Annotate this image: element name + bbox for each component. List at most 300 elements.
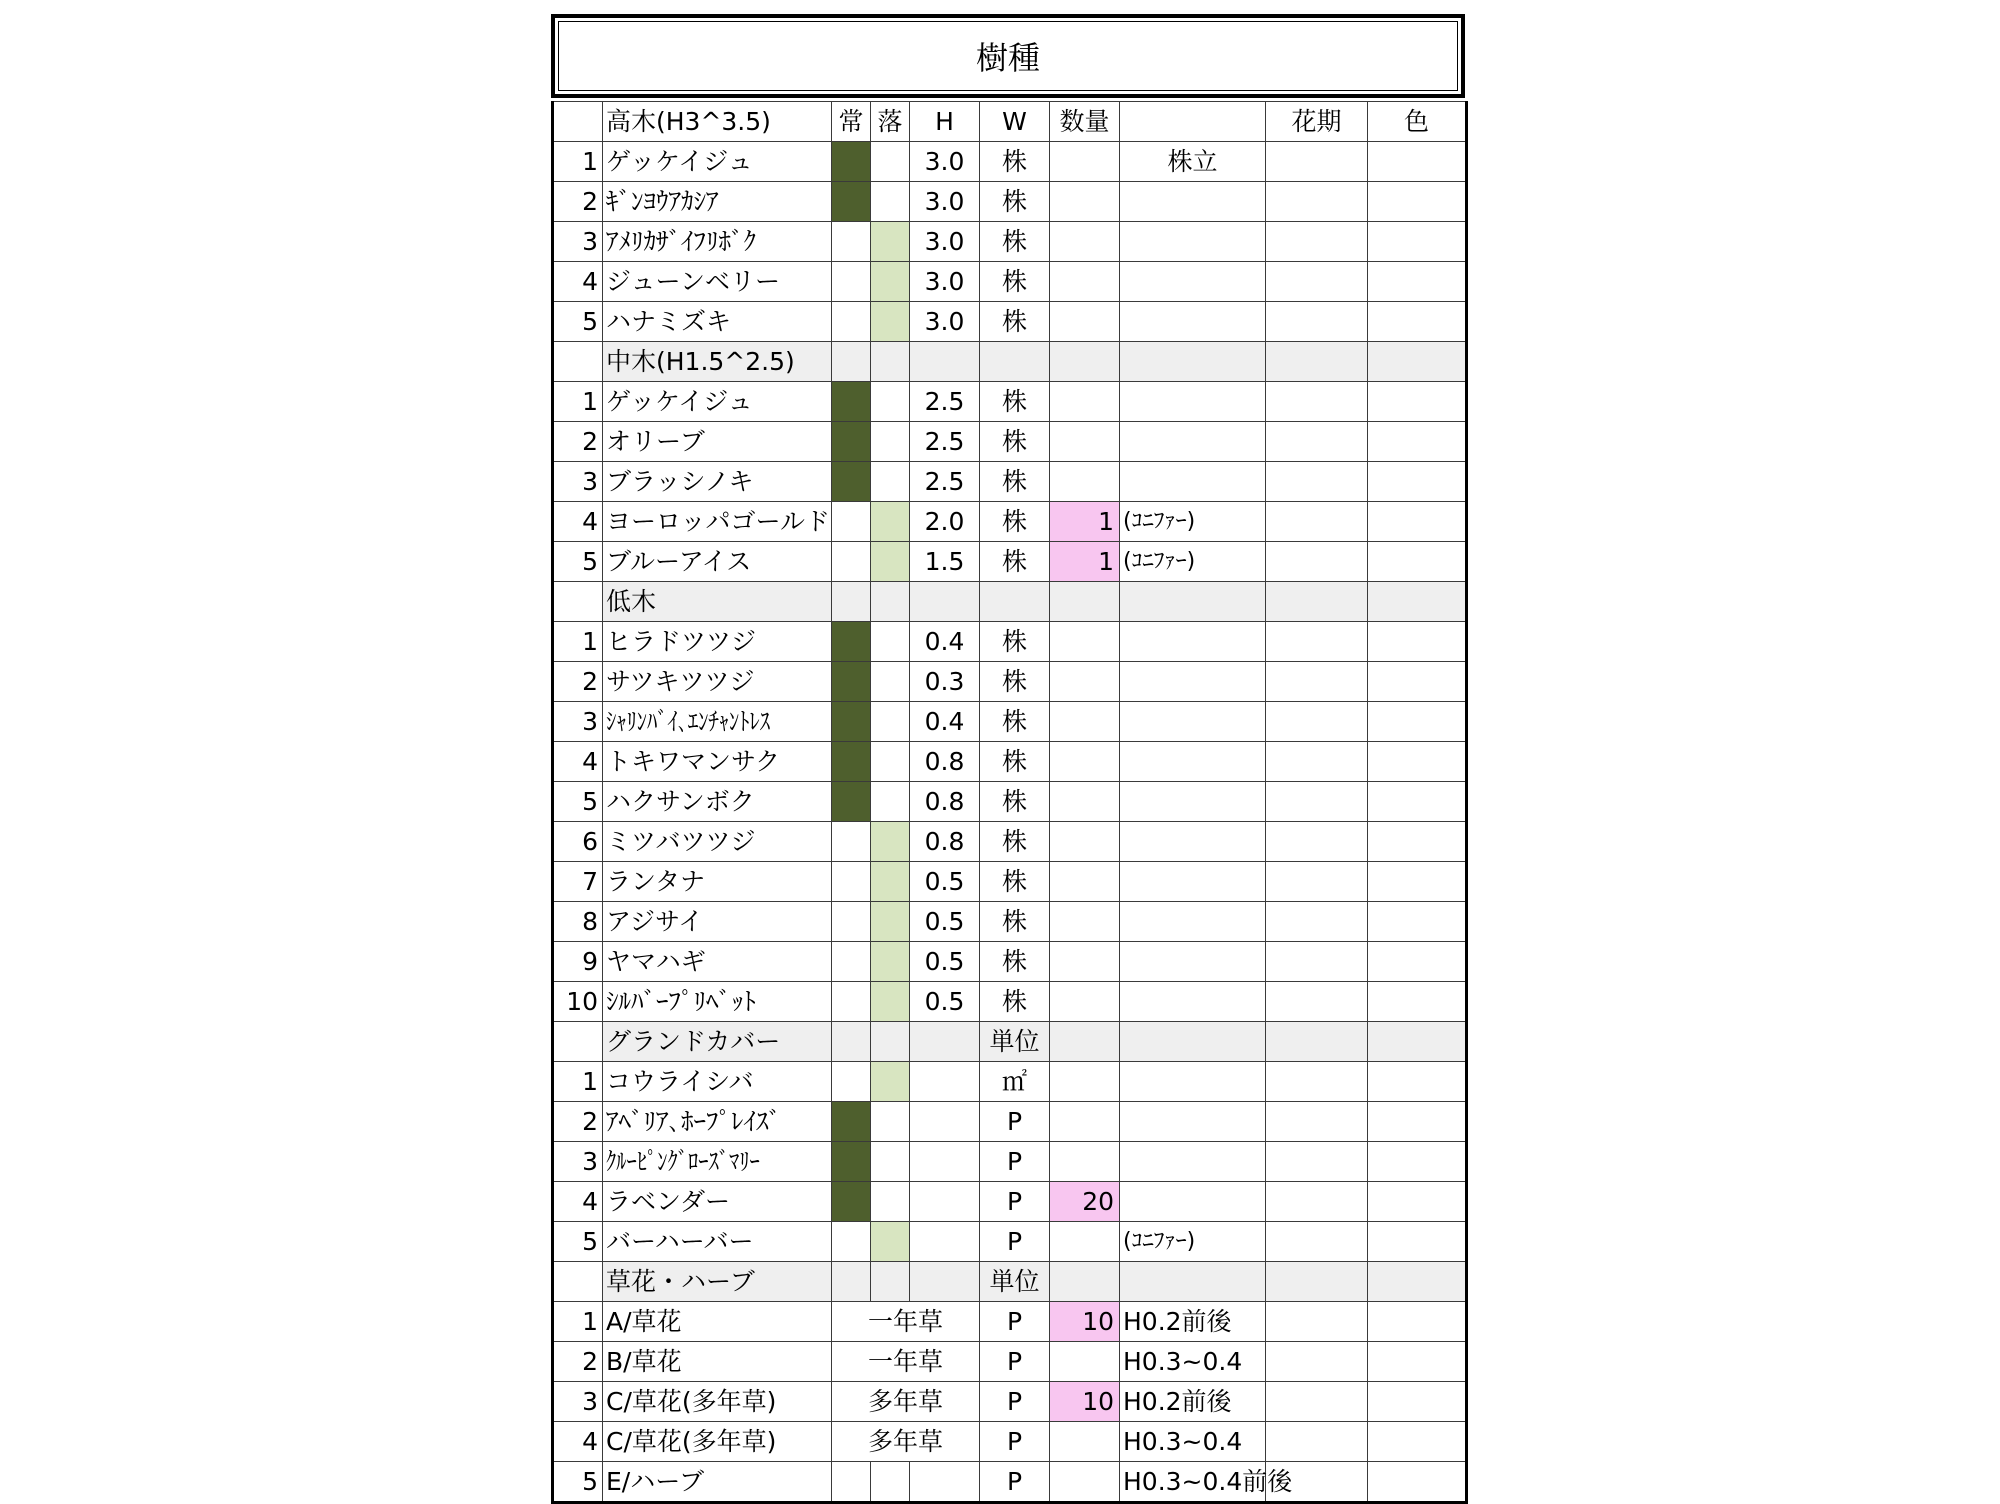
color-cell [1368, 1342, 1467, 1382]
color-cell [1368, 662, 1467, 702]
bloom-cell [1266, 1142, 1368, 1182]
w-cell: P [980, 1182, 1050, 1222]
color-cell [1368, 262, 1467, 302]
header-evergreen: 常 [832, 102, 871, 142]
header-deciduous: 落 [871, 102, 910, 142]
table-row [553, 1422, 1467, 1462]
color-cell [1368, 942, 1467, 982]
plant-name [603, 902, 832, 942]
w-cell: 株 [980, 262, 1050, 302]
plant-name-text: ｱﾍﾞﾘｱ､ﾎｰﾌﾟﾚｲｽﾞ [606, 1106, 782, 1136]
plant-name-text: ゲッケイジュ [606, 386, 753, 416]
row-number: 4 [553, 742, 603, 782]
evergreen-cell [832, 622, 871, 662]
plant-name [603, 1342, 832, 1382]
plant-name [603, 182, 832, 222]
evergreen-cell [832, 302, 871, 342]
note-cell [1120, 262, 1266, 302]
bloom-cell [1266, 542, 1368, 582]
bloom-cell [1266, 1062, 1368, 1102]
bloom-cell [1266, 782, 1368, 822]
note-cell [1120, 622, 1266, 662]
plant-name-text: ランタナ [606, 866, 706, 896]
plant-name-text: C/草花(多年草) [606, 1386, 777, 1416]
bloom-cell [1266, 1262, 1368, 1302]
deciduous-cell [871, 702, 910, 742]
table-row [553, 1142, 1467, 1182]
deciduous-cell [871, 182, 910, 222]
color-cell [1368, 1262, 1467, 1302]
h-cell: 3.0 [910, 222, 980, 262]
color-cell [1368, 782, 1467, 822]
qty-cell [1050, 862, 1120, 902]
evergreen-cell [832, 1262, 871, 1302]
row-number [553, 1262, 603, 1302]
section-title: グランドカバー [603, 1022, 832, 1062]
color-cell [1368, 1462, 1467, 1503]
qty-cell [1050, 342, 1120, 382]
unit-cell [980, 582, 1050, 622]
note-cell: H0.3~0.4 [1120, 1422, 1266, 1462]
w-cell: P [980, 1102, 1050, 1142]
row-number: 4 [553, 1422, 603, 1462]
plant-name-text: ブルーアイス [606, 546, 752, 576]
table-row [553, 862, 1467, 902]
qty-cell [1050, 1422, 1120, 1462]
deciduous-cell [871, 1062, 910, 1102]
plant-name-text: オリーブ [606, 426, 705, 456]
plant-name-text: ヨーロッパゴールド [606, 506, 831, 536]
color-cell [1368, 1302, 1467, 1342]
w-cell: 株 [980, 902, 1050, 942]
plant-name [603, 1422, 832, 1462]
plant-name-text: ミツバツツジ [606, 826, 756, 856]
h-cell: 0.5 [910, 942, 980, 982]
evergreen-cell [832, 1062, 871, 1102]
qty-cell [1050, 942, 1120, 982]
deciduous-cell [871, 862, 910, 902]
bloom-cell [1266, 862, 1368, 902]
color-cell [1368, 1222, 1467, 1262]
w-cell: 株 [980, 222, 1050, 262]
table-row [553, 622, 1467, 662]
plant-name [603, 542, 832, 582]
h-cell: 0.4 [910, 702, 980, 742]
h-cell: 3.0 [910, 302, 980, 342]
plant-name-text: ジューンベリー [606, 266, 781, 296]
note-cell [1120, 742, 1266, 782]
row-number [553, 1022, 603, 1062]
table-row [553, 382, 1467, 422]
annual-perennial-cell: 一年草 [832, 1342, 980, 1382]
bloom-cell [1266, 662, 1368, 702]
color-cell [1368, 142, 1467, 182]
h-cell: 3.0 [910, 142, 980, 182]
note-cell: H0.3~0.4 [1120, 1342, 1266, 1382]
h-cell [910, 1022, 980, 1062]
table-row [553, 822, 1467, 862]
note-cell [1120, 302, 1266, 342]
table-row [553, 1342, 1467, 1382]
table-row [553, 1302, 1467, 1342]
w-cell: P [980, 1302, 1050, 1342]
color-cell [1368, 422, 1467, 462]
annual-perennial-cell: 多年草 [832, 1382, 980, 1422]
h-cell: 3.0 [910, 262, 980, 302]
deciduous-cell [871, 462, 910, 502]
h-cell [910, 1462, 980, 1503]
table-row [553, 142, 1467, 182]
w-cell: P [980, 1142, 1050, 1182]
table-row [553, 1062, 1467, 1102]
color-cell [1368, 1142, 1467, 1182]
w-cell: 株 [980, 702, 1050, 742]
qty-cell [1050, 1222, 1120, 1262]
table-row [553, 1102, 1467, 1142]
note-cell [1120, 702, 1266, 742]
bloom-cell [1266, 1302, 1368, 1342]
row-number: 3 [553, 1142, 603, 1182]
section-title: 中木(H1.5^2.5) [603, 342, 832, 382]
plant-name [603, 622, 832, 662]
note-cell [1120, 582, 1266, 622]
table-row [553, 222, 1467, 262]
evergreen-cell [832, 942, 871, 982]
unit-cell [980, 342, 1050, 382]
h-cell [910, 1102, 980, 1142]
note-cell: (ｺﾆﾌｧｰ) [1120, 502, 1266, 542]
color-cell [1368, 742, 1467, 782]
plant-name-text: ハクサンボク [606, 786, 755, 816]
plant-name [603, 262, 832, 302]
row-number: 7 [553, 862, 603, 902]
deciduous-cell [871, 302, 910, 342]
w-cell: 株 [980, 302, 1050, 342]
note-cell: H0.2前後 [1120, 1302, 1266, 1342]
h-cell [910, 342, 980, 382]
plant-name-text: コウライシバ [606, 1066, 754, 1096]
color-cell [1368, 622, 1467, 662]
deciduous-cell [871, 342, 910, 382]
bloom-cell [1266, 1342, 1368, 1382]
h-cell: 0.5 [910, 862, 980, 902]
plant-name-text: サツキツツジ [606, 666, 755, 696]
row-number: 5 [553, 542, 603, 582]
note-cell [1120, 1142, 1266, 1182]
plant-name [603, 942, 832, 982]
note-cell: (ｺﾆﾌｧｰ) [1120, 1222, 1266, 1262]
w-cell: 株 [980, 422, 1050, 462]
deciduous-cell [871, 142, 910, 182]
color-cell [1368, 462, 1467, 502]
color-cell [1368, 222, 1467, 262]
row-number: 5 [553, 302, 603, 342]
h-cell: 0.8 [910, 782, 980, 822]
plant-name [603, 222, 832, 262]
color-cell [1368, 1182, 1467, 1222]
row-number: 10 [553, 982, 603, 1022]
section-row [553, 1022, 1467, 1062]
color-cell [1368, 862, 1467, 902]
plant-name-text: ｷﾞﾝﾖｳｱｶｼｱ [606, 186, 719, 216]
plant-list-sheet [551, 14, 1465, 1504]
h-cell [910, 1222, 980, 1262]
header-row [553, 102, 1467, 142]
header-category: 高木(H3^3.5) [603, 102, 832, 142]
h-cell: 1.5 [910, 542, 980, 582]
plant-name [603, 1382, 832, 1422]
table-row [553, 1462, 1467, 1503]
bloom-cell [1266, 1102, 1368, 1142]
plant-name [603, 382, 832, 422]
note-cell [1120, 942, 1266, 982]
deciduous-cell [871, 942, 910, 982]
plant-name [603, 862, 832, 902]
row-number: 2 [553, 662, 603, 702]
plant-name [603, 822, 832, 862]
plant-name [603, 1062, 832, 1102]
evergreen-cell [832, 1102, 871, 1142]
header-note [1120, 102, 1266, 142]
color-cell [1368, 1062, 1467, 1102]
evergreen-cell [832, 662, 871, 702]
w-cell: 株 [980, 462, 1050, 502]
h-cell: 2.5 [910, 462, 980, 502]
deciduous-cell [871, 1182, 910, 1222]
w-cell: 株 [980, 182, 1050, 222]
w-cell: 株 [980, 662, 1050, 702]
row-number: 1 [553, 142, 603, 182]
header-h: H [910, 102, 980, 142]
row-number: 5 [553, 782, 603, 822]
deciduous-cell [871, 1462, 910, 1503]
table-row [553, 702, 1467, 742]
evergreen-cell [832, 742, 871, 782]
color-cell [1368, 982, 1467, 1022]
h-cell: 2.5 [910, 382, 980, 422]
deciduous-cell [871, 1142, 910, 1182]
color-cell [1368, 1422, 1467, 1462]
plant-name [603, 982, 832, 1022]
h-cell [910, 582, 980, 622]
row-number [553, 582, 603, 622]
qty-cell [1050, 982, 1120, 1022]
plant-name-text: ヒラドツツジ [606, 626, 757, 656]
color-cell [1368, 702, 1467, 742]
bloom-cell [1266, 422, 1368, 462]
plant-name-text: トキワマンサク [606, 746, 781, 776]
note-cell: 株立 [1120, 142, 1266, 182]
plant-name-text: E/ハーブ [606, 1466, 704, 1496]
w-cell: 株 [980, 542, 1050, 582]
bloom-cell [1266, 502, 1368, 542]
deciduous-cell [871, 582, 910, 622]
deciduous-cell [871, 982, 910, 1022]
row-number: 1 [553, 622, 603, 662]
qty-cell [1050, 1022, 1120, 1062]
note-cell [1120, 862, 1266, 902]
w-cell: 株 [980, 142, 1050, 182]
note-cell [1120, 182, 1266, 222]
plant-name-text: ラベンダー [606, 1186, 731, 1216]
plant-name-text: バーハーバー [606, 1226, 754, 1256]
evergreen-cell [832, 142, 871, 182]
bloom-cell [1266, 902, 1368, 942]
evergreen-cell [832, 422, 871, 462]
note-cell: H0.2前後 [1120, 1382, 1266, 1422]
row-number: 3 [553, 1382, 603, 1422]
bloom-cell [1266, 942, 1368, 982]
row-number: 2 [553, 422, 603, 462]
bloom-cell [1266, 222, 1368, 262]
note-cell [1120, 1182, 1266, 1222]
bloom-cell [1266, 342, 1368, 382]
h-cell: 0.5 [910, 902, 980, 942]
bloom-cell [1266, 582, 1368, 622]
plant-name-text: アジサイ [606, 906, 704, 936]
evergreen-cell [832, 782, 871, 822]
plant-name-text: ゲッケイジュ [606, 146, 753, 176]
bloom-cell [1266, 822, 1368, 862]
color-cell [1368, 542, 1467, 582]
h-cell: 2.5 [910, 422, 980, 462]
w-cell: 株 [980, 382, 1050, 422]
qty-cell [1050, 1102, 1120, 1142]
row-number: 2 [553, 1102, 603, 1142]
qty-cell [1050, 382, 1120, 422]
row-number: 3 [553, 222, 603, 262]
h-cell: 0.8 [910, 822, 980, 862]
row-number [553, 342, 603, 382]
deciduous-cell [871, 382, 910, 422]
row-number: 6 [553, 822, 603, 862]
plant-name-text: ｸﾙｰﾋﾟﾝｸﾞﾛｰｽﾞﾏﾘｰ [606, 1146, 760, 1176]
h-cell: 0.3 [910, 662, 980, 702]
bloom-cell [1266, 742, 1368, 782]
table-row [553, 942, 1467, 982]
w-cell: 株 [980, 742, 1050, 782]
note-cell [1120, 1022, 1266, 1062]
plant-name [603, 1102, 832, 1142]
note-cell [1120, 462, 1266, 502]
qty-cell [1050, 622, 1120, 662]
note-cell [1120, 782, 1266, 822]
section-row [553, 342, 1467, 382]
qty-cell [1050, 182, 1120, 222]
row-number: 5 [553, 1222, 603, 1262]
h-cell [910, 1182, 980, 1222]
bloom-cell [1266, 382, 1368, 422]
qty-cell [1050, 662, 1120, 702]
evergreen-cell [832, 262, 871, 302]
table-row [553, 542, 1467, 582]
plant-name-text: B/草花 [606, 1346, 682, 1376]
plant-name [603, 502, 832, 542]
evergreen-cell [832, 902, 871, 942]
deciduous-cell [871, 1022, 910, 1062]
h-cell: 3.0 [910, 182, 980, 222]
h-cell: 0.5 [910, 982, 980, 1022]
sheet-title: 樹種 [551, 14, 1465, 98]
bloom-cell [1266, 622, 1368, 662]
plant-name [603, 1142, 832, 1182]
color-cell [1368, 342, 1467, 382]
deciduous-cell [871, 222, 910, 262]
header-qty: 数量 [1050, 102, 1120, 142]
plant-name-text: ハナミズキ [606, 306, 732, 336]
deciduous-cell [871, 1262, 910, 1302]
qty-cell [1050, 702, 1120, 742]
row-number: 4 [553, 262, 603, 302]
row-number: 1 [553, 1302, 603, 1342]
evergreen-cell [832, 462, 871, 502]
plant-name [603, 702, 832, 742]
qty-cell: 20 [1050, 1182, 1120, 1222]
evergreen-cell [832, 1022, 871, 1062]
deciduous-cell [871, 502, 910, 542]
deciduous-cell [871, 422, 910, 462]
row-number: 4 [553, 1182, 603, 1222]
color-cell [1368, 902, 1467, 942]
row-number: 3 [553, 462, 603, 502]
deciduous-cell [871, 622, 910, 662]
bloom-cell [1266, 182, 1368, 222]
note-cell: H0.3~0.4前後 [1120, 1462, 1266, 1503]
note-cell [1120, 222, 1266, 262]
color-cell [1368, 1102, 1467, 1142]
qty-cell [1050, 1142, 1120, 1182]
qty-cell [1050, 822, 1120, 862]
bloom-cell [1266, 142, 1368, 182]
note-cell [1120, 902, 1266, 942]
qty-cell [1050, 1262, 1120, 1302]
table-row [553, 1222, 1467, 1262]
evergreen-cell [832, 822, 871, 862]
color-cell [1368, 502, 1467, 542]
w-cell: 株 [980, 502, 1050, 542]
qty-cell [1050, 462, 1120, 502]
evergreen-cell [832, 1142, 871, 1182]
color-cell [1368, 1382, 1467, 1422]
note-cell [1120, 1102, 1266, 1142]
bloom-cell [1266, 702, 1368, 742]
plant-name-text: A/草花 [606, 1306, 682, 1336]
evergreen-cell [832, 1222, 871, 1262]
qty-cell: 10 [1050, 1302, 1120, 1342]
h-cell: 2.0 [910, 502, 980, 542]
note-cell: (ｺﾆﾌｧｰ) [1120, 542, 1266, 582]
qty-cell [1050, 222, 1120, 262]
bloom-cell [1266, 1022, 1368, 1062]
annual-perennial-cell: 一年草 [832, 1302, 980, 1342]
table-row [553, 1382, 1467, 1422]
evergreen-cell [832, 1182, 871, 1222]
qty-cell [1050, 1342, 1120, 1382]
unit-cell: 単位 [980, 1022, 1050, 1062]
header-number [553, 102, 603, 142]
w-cell: 株 [980, 622, 1050, 662]
row-number: 1 [553, 382, 603, 422]
row-number: 8 [553, 902, 603, 942]
evergreen-cell [832, 702, 871, 742]
color-cell [1368, 182, 1467, 222]
bloom-cell [1266, 462, 1368, 502]
row-number: 2 [553, 182, 603, 222]
w-cell: P [980, 1342, 1050, 1382]
evergreen-cell [832, 582, 871, 622]
section-row [553, 582, 1467, 622]
h-cell [910, 1262, 980, 1302]
